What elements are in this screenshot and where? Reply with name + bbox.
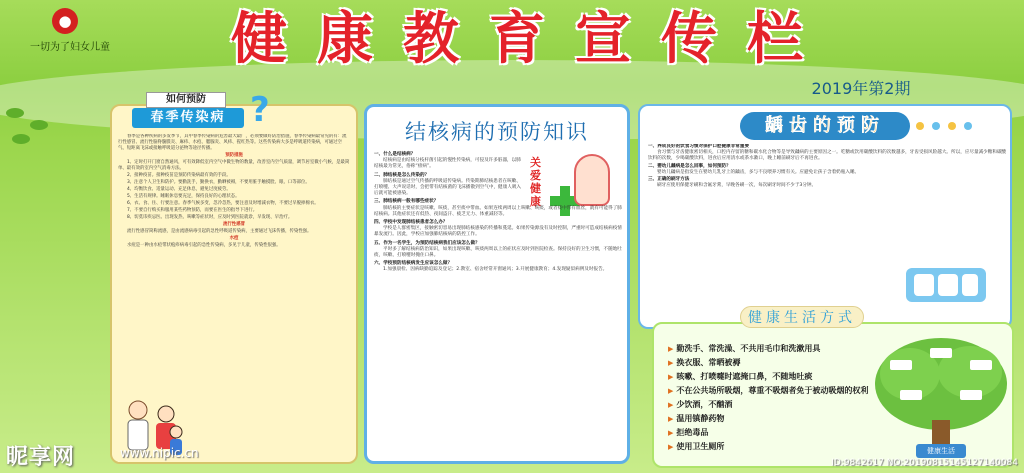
teeth-panel-title: 龋齿的预防 — [740, 112, 910, 140]
left-decoration — [0, 104, 110, 473]
list-item: ▶ 勤洗手、常洗澡、不共用毛巾和洗漱用具 — [668, 342, 868, 356]
section-heading: 流行性感冒 — [223, 222, 245, 227]
tb-panel-body — [374, 150, 622, 460]
question: 六、学校预防结核病发生应该怎么做？ — [374, 261, 453, 267]
care-label: 关爱健康 — [530, 156, 541, 208]
paragraph: 5、生活有规律。睡眠休息要充足，保持良好的心理状态。 — [127, 194, 240, 199]
tb-panel-title: 结核病的预防知识 — [405, 120, 589, 144]
paragraph: 4、均衡饮食、适量运动、充足休息，避免过度疲劳。 — [127, 187, 231, 192]
question: 二、婴幼儿龋病是怎么回事，如何预防？ — [648, 163, 731, 169]
question-mark-icon: ? — [250, 90, 270, 130]
answer: 肺结核是通过空气传播的呼吸道传染病。传染期肺结核患者在咳嗽、打喷嚏、大声说话时，会把带有结核菌的飞沫播散到空气中，健康人吸入后就可能被感染。 — [374, 178, 522, 197]
leaf-icon — [30, 120, 48, 130]
list-item: ▶ 温用镇静药物 — [668, 412, 868, 426]
paragraph: 1、定时打开门窗自然通风，可有效降低室内空气中微生物的数量，改善室内空气质量，调节居室微小气候，是最简单、最有效的室内空气消毒方法。 — [118, 160, 350, 171]
list-item: ▶ 咳嗽、打喷嚏时遮掩口鼻，不随地吐痰 — [668, 370, 868, 384]
list-item: ▶ 少饮酒，不酗酒 — [668, 398, 868, 412]
decoration-dots — [910, 112, 1010, 140]
toothbrush-illustration — [896, 250, 1004, 320]
list-item: ▶ 使用卫生厕所 — [668, 440, 868, 454]
question: 五、作为一名学生，为预防结核病我们应该怎么做？ — [374, 240, 480, 246]
answer: 肺结核的主要症状是咳嗽、咳痰，甚至痰中带血。如果连续两周以上咳嗽、咳痰，或者痰中带有血丝，就有可能得了肺结核病。其他症状还有低热、夜间盗汗、疲乏无力、体重减轻等。 — [374, 205, 622, 217]
list-item: ▶ 不在公共场所吸烟，尊重不吸烟者免于被动吸烟的权利 — [668, 384, 868, 398]
tree-illustration — [870, 334, 1012, 462]
section-heading: 预防措施 — [225, 153, 243, 158]
question: 一、什么是结核病？ — [374, 152, 416, 157]
logo — [6, 6, 134, 54]
paragraph: 春季是各种疾病的多发季节，其中春季传染病的危害最大最广，必须要做好防治措施，春季传染病最常见的有：流行性感冒、流行性脑脊髓膜炎、麻疹、水痘、腮腺炎、风疹、猩红热等。这些传染病大多是呼吸道传染病，可通过空气、短距离飞沫或接触呼吸道分泌物等途径传播。 — [118, 134, 347, 151]
paragraph: 3、注意个人卫生和防护。要勤洗手，勤换衣，勤晒被褥，不要用脏手触摸脸、眼、口等部位。 — [127, 180, 310, 185]
question: 四、学校中发现肺结核患者怎么办？ — [374, 220, 448, 226]
watermark-id: ID:9842617 NO:20190815145127140084 — [831, 458, 1018, 468]
paragraph: 2、接种疫苗。接种疫苗是预防传染病最有效的手段。 — [127, 173, 231, 178]
spring-panel-title — [132, 92, 244, 128]
spring-panel-subtitle: 如何预防 — [146, 92, 226, 108]
paragraph: 流行性感冒简称流感，是由流感病毒引起的急性呼吸道传染病，主要通过飞沫传播，传染性强。 — [127, 229, 312, 234]
leaf-icon — [6, 108, 24, 118]
issue-number: 2019年第2期 — [811, 79, 911, 98]
paragraph: 水痘是一种由水痘带状疱疹病毒引起的急性传染病，多见于儿童，传染性很强。 — [127, 243, 281, 248]
question: 二、肺结核是怎么传染的？ — [374, 172, 430, 178]
tree-label: 健康生活 — [927, 447, 955, 455]
page-title: 健康教育宣传栏 — [231, 6, 833, 72]
question: 一、养成良好的饮食习惯对保护口腔健康非常重要 — [648, 144, 750, 149]
answer: 平时多了解结核病防治知识，如果出现咳嗽、咳痰两周以上的症状应及时到医院检查。保持良好的卫生习惯，不随地吐痰，咳嗽、打喷嚏时掩住口鼻。 — [374, 246, 622, 259]
lifestyle-panel-title: 健康生活方式 — [740, 306, 864, 328]
leaf-icon — [12, 134, 30, 144]
list-item: ▶ 换衣服、常晒被褥 — [668, 356, 868, 370]
watermark-brand: 昵享网 — [6, 445, 76, 470]
section-heading: 水痘 — [229, 236, 239, 241]
tree-icon — [870, 334, 1012, 462]
list-item: ▶ 拒绝毒品 — [668, 426, 868, 440]
logo-slogan: 一切为了妇女儿童 — [30, 42, 110, 53]
answer: 婴幼儿龋病是指发生在婴幼儿乳牙上的龋齿，多与不良喂养习惯有关。应避免让孩子含着奶瓶入睡。 — [657, 169, 860, 175]
question: 三、肺结核病一般有哪些症状？ — [374, 199, 439, 205]
paragraph: 6、衣、食、住、行要注意。春季气候多变，忽冷忽热，要注意及时增减衣物，不要过早脱掉棉衣。 — [127, 201, 319, 206]
answer: 刷牙应使用保健牙刷和含氟牙膏，早晚各刷一次，每次刷牙时间不少于3分钟。 — [657, 183, 817, 189]
question: 三、正确的刷牙方法 — [648, 177, 690, 183]
logo-icon: ● — [52, 8, 78, 34]
answer: 食习惯与牙齿健康密切相关，口腔内存留的糖和碳水化合物等是导致龋病的主要原因之一。吃糖或饮用碳酸饮料的次数越多，牙齿受损风险越大。所以，应尽量减少糖和碳酸饮料的次数，少喝碳酸饮料，进食后应用清水或茶水漱口，晚上睡前刷牙后不再进食。 — [648, 150, 1007, 162]
watermark-url: www.nipic.cn — [120, 446, 199, 460]
lifestyle-list — [668, 342, 868, 454]
paragraph: 8、切莫讳疾忌医。出现发热、咳嗽等症状时，应及时到医院就诊，早发现、早治疗。 — [127, 215, 293, 220]
answer: 结核病是由结核分枝杆菌引起的慢性传染病，可侵及许多脏器，以肺结核最为常见，俗称“痨病”。 — [374, 158, 521, 170]
spring-panel-heading: 春季传染病 — [132, 108, 244, 128]
paragraph: 7、不要自行购买和服用某些药物预防，而要在医生的指导下进行。 — [127, 208, 258, 213]
answer: 1.加强晨检、因病缺勤追踪及登记；2.教室、宿舍经常开窗通风；3.开展健康教育；4.发现疑似病例及时报告。 — [383, 267, 608, 273]
answer: 学校是人群密集区，接触密切容易出现肺结核感染的传播和蔓延。如果传染源没有及时控制，严重时可造成结核病疫情暴发流行。因此，学校应加强肺结核病的防控工作。 — [374, 226, 622, 238]
